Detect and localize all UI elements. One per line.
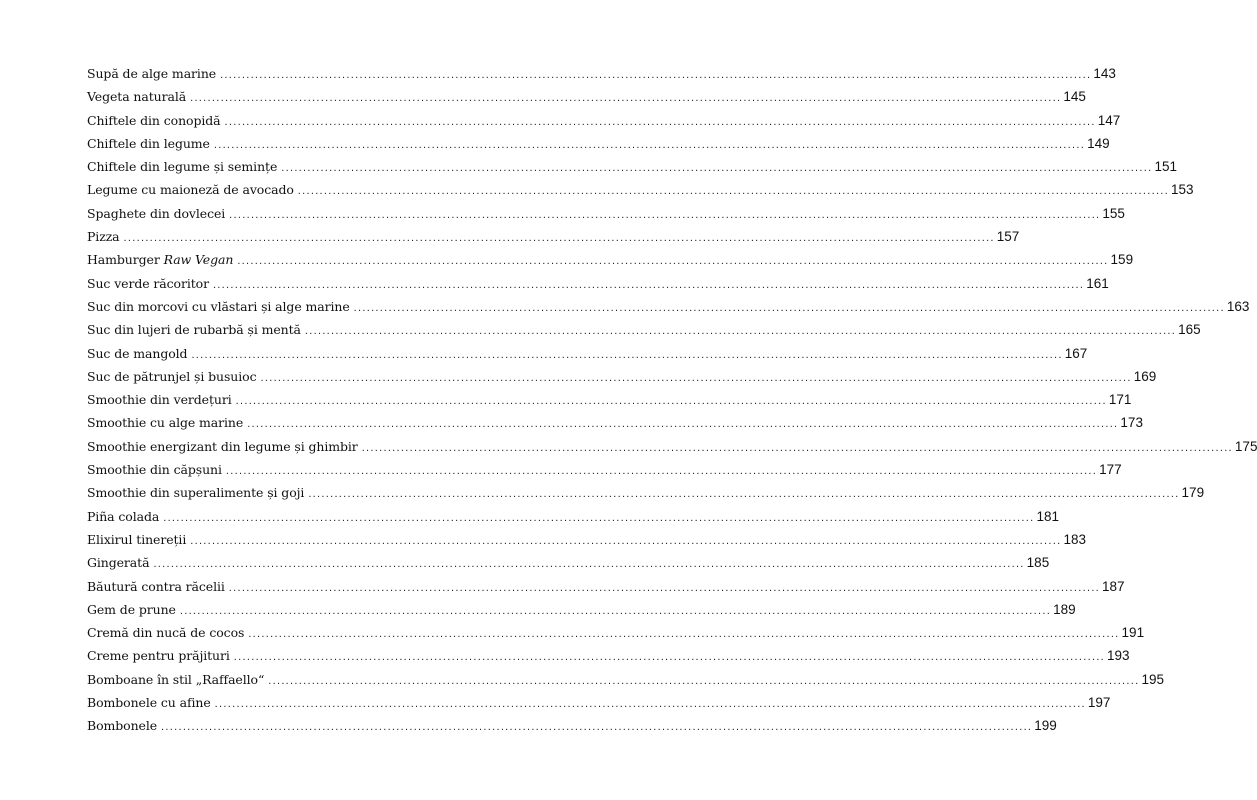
toc-entry-title [87, 252, 233, 267]
toc-entry [87, 555, 1050, 578]
toc-entry-page-number: 193 [1107, 648, 1130, 664]
toc-entry [87, 415, 1143, 438]
toc-entry-title-text: Supă de alge marine [87, 66, 217, 81]
dot-leader: ........................................................................................................................................................................................................ [212, 278, 1085, 291]
toc-entry-page-number: 157 [996, 229, 1020, 245]
toc-entry-title-text: Băutură contra răcelii [87, 578, 225, 594]
toc-entry-title [87, 462, 222, 477]
toc-entry-page-number: 199 [1034, 718, 1057, 734]
dot-leader: ........................................................................................................................................................................................................ [190, 534, 1062, 547]
dot-leader: ........................................................................................................................................................................................................ [248, 628, 1120, 641]
toc-entry-page-number: 177 [1099, 462, 1122, 478]
toc-entry-title-text: Chiftele din conopidă [87, 112, 221, 128]
toc-entry [87, 718, 1057, 741]
dot-leader: ........................................................................................................................................................................................................ [179, 604, 1052, 617]
toc-entry-page-number: 171 [1108, 392, 1132, 408]
toc-entry [87, 205, 1125, 229]
dot-leader: ........................................................................................................................................................................................................ [308, 488, 1180, 501]
dot-leader: ........................................................................................................................................................................................................ [224, 115, 1096, 128]
toc-entry-title [87, 555, 149, 570]
toc-entry-title [87, 602, 176, 617]
toc-entry-title [87, 346, 187, 361]
toc-entry-page-number: 159 [1110, 252, 1134, 268]
toc-entry-title-text: Creme pentru prăjituri [87, 648, 230, 664]
toc-entry-page-number: 145 [1063, 89, 1086, 105]
toc-entry [87, 438, 1257, 462]
toc-entry-page-number: 181 [1036, 508, 1059, 524]
toc-entry [87, 601, 1076, 625]
toc-entry-page-number: 153 [1171, 182, 1194, 198]
toc-entry-page-number: 161 [1086, 275, 1109, 291]
toc-entry-page-number: 155 [1102, 205, 1125, 221]
toc-entry-title [87, 322, 301, 337]
toc-entry-page-number: 147 [1097, 112, 1121, 128]
toc-entry [87, 66, 1116, 89]
toc-entry-page-number: 185 [1026, 555, 1050, 571]
toc-entry [87, 112, 1121, 136]
toc-entry [87, 345, 1088, 369]
toc-entry [87, 135, 1110, 159]
dot-leader: ........................................................................................................................................................................................................ [225, 465, 1098, 478]
toc-entry-title-text: Bomboane în stil „Raffaello“ [87, 671, 265, 687]
toc-entry [87, 89, 1086, 112]
toc-entry-title-text: Smoothie din căpșuni [87, 462, 222, 478]
toc-entry-page-number: 175 [1234, 438, 1257, 454]
toc-entry-title [87, 113, 221, 128]
dot-leader: ........................................................................................................................................................................................................ [237, 255, 1109, 268]
toc-entry-title [87, 89, 186, 104]
toc-entry-title-text: Legume cu maioneză de avocado [87, 182, 294, 198]
toc-entry-title [87, 672, 264, 687]
toc-entry-page-number: 179 [1181, 485, 1205, 501]
toc-entry-title [87, 206, 225, 221]
dot-leader: ........................................................................................................................................................................................................ [220, 69, 1092, 81]
toc-entry-page-number: 151 [1154, 159, 1178, 175]
toc-entry [87, 671, 1165, 695]
toc-entry-title-text: Hamburger [87, 252, 160, 268]
toc-entry-title-text: Piña colada [87, 508, 160, 524]
toc-entry [87, 648, 1130, 671]
toc-entry-page-number: 169 [1133, 368, 1157, 384]
toc-entry-title [87, 509, 159, 524]
toc-entry-title-text: Suc de pătrunjel și busuioc [87, 368, 257, 384]
dot-leader: ........................................................................................................................................................................................................ [260, 371, 1132, 384]
toc-entry-title [87, 695, 211, 710]
toc-entry-page-number: 191 [1121, 625, 1145, 641]
toc-entry-page-number: 195 [1141, 671, 1165, 687]
dot-leader: ........................................................................................................................................................................................................ [229, 208, 1101, 221]
toc-entry-title-text: Suc verde răcoritor [87, 275, 209, 291]
toc-entry-page-number: 163 [1226, 298, 1250, 314]
toc-entry-title-text: Chiftele din legume și semințe [87, 159, 278, 175]
dot-leader: ........................................................................................................................................................................................................ [163, 511, 1035, 524]
dot-leader: ........................................................................................................................................................................................................ [233, 651, 1106, 664]
toc-entry-page-number: 183 [1063, 531, 1086, 547]
toc-entry-title-text: Cremă din nucă de cocos [87, 625, 245, 641]
toc-entry-title [87, 136, 210, 151]
toc-entry-title [87, 532, 186, 547]
toc-entry-title-text: Suc de mangold [87, 345, 188, 361]
toc-entry-title [87, 718, 157, 733]
toc-entry-title [87, 392, 232, 407]
toc-entry-page-number: 167 [1064, 345, 1088, 361]
toc-entry [87, 508, 1059, 532]
toc-entry-page-number: 197 [1087, 695, 1111, 711]
toc-entry-page-number: 165 [1178, 322, 1201, 338]
dot-leader: ........................................................................................................................................................................................................ [228, 581, 1101, 594]
toc-entry [87, 368, 1157, 392]
toc-entry [87, 252, 1134, 275]
toc-entry-title [87, 439, 358, 454]
dot-leader: ........................................................................................................................................................................................................ [123, 232, 995, 245]
toc-entry-page-number: 143 [1093, 66, 1116, 81]
dot-leader: ........................................................................................................................................................................................................ [153, 558, 1025, 571]
dot-leader: ........................................................................................................................................................................................................ [297, 185, 1170, 198]
toc-entry-title [87, 648, 230, 663]
toc-entry [87, 531, 1086, 555]
dot-leader: ........................................................................................................................................................................................................ [235, 395, 1107, 408]
toc-entry-title [87, 369, 257, 384]
toc-entry-title-italic: Raw Vegan [163, 252, 234, 268]
toc-entry [87, 275, 1109, 299]
toc-entry [87, 695, 1111, 718]
toc-entry-title-text: Smoothie energizant din legume și ghimbir [87, 438, 358, 454]
toc-entry-title [87, 159, 277, 174]
toc-entry-page-number: 187 [1102, 578, 1125, 594]
toc-entry-page-number: 189 [1053, 601, 1076, 617]
toc-entry-title-text: Smoothie cu alge marine [87, 415, 244, 431]
toc-entry-title-text: Smoothie din superalimente și goji [87, 485, 305, 501]
toc-entry-title [87, 485, 304, 500]
toc-entry-title [87, 182, 294, 197]
toc-entry-title-text: Bombonele [87, 718, 158, 734]
dot-leader: ........................................................................................................................................................................................................ [281, 162, 1153, 175]
toc-entry [87, 392, 1132, 415]
toc-entry [87, 229, 1020, 252]
toc-entry-title [87, 579, 225, 594]
table-of-contents [87, 66, 1257, 742]
toc-entry-title-text: Chiftele din legume [87, 135, 210, 151]
toc-entry-title [87, 625, 244, 640]
dot-leader: ........................................................................................................................................................................................................ [304, 325, 1177, 338]
toc-entry-title-text: Spaghete din dovlecei [87, 205, 226, 221]
toc-entry-title [87, 66, 216, 81]
dot-leader: ........................................................................................................................................................................................................ [191, 348, 1063, 361]
toc-entry [87, 625, 1145, 648]
toc-entry-title [87, 229, 120, 244]
toc-entry-title-text: Vegeta naturală [87, 89, 187, 105]
dot-leader: ........................................................................................................................................................................................................ [214, 698, 1086, 711]
dot-leader: ........................................................................................................................................................................................................ [247, 418, 1119, 431]
toc-entry-title [87, 299, 350, 314]
toc-entry [87, 159, 1178, 182]
toc-entry [87, 462, 1122, 485]
toc-entry-title-text: Smoothie din verdețuri [87, 392, 232, 408]
dot-leader: ........................................................................................................................................................................................................ [353, 301, 1225, 314]
toc-entry-title-text: Bombonele cu afine [87, 695, 211, 711]
toc-entry-title [87, 415, 243, 430]
toc-entry-title [87, 276, 209, 291]
toc-entry [87, 578, 1125, 602]
dot-leader: ........................................................................................................................................................................................................ [190, 92, 1062, 105]
dot-leader: ........................................................................................................................................................................................................ [213, 138, 1086, 151]
toc-entry-title-text: Suc din lujeri de rubarbă și mentă [87, 322, 301, 338]
toc-entry-page-number: 173 [1120, 415, 1143, 431]
toc-entry [87, 182, 1194, 205]
toc-entry-title-text: Gingerată [87, 555, 150, 571]
toc-entry-title-text: Gem de prune [87, 601, 176, 617]
toc-entry [87, 298, 1250, 322]
toc-entry-title-text: Elixirul tinereții [87, 531, 187, 547]
toc-entry [87, 485, 1205, 508]
dot-leader: ........................................................................................................................................................................................................ [161, 721, 1033, 734]
toc-entry-page-number: 149 [1087, 135, 1110, 151]
dot-leader: ........................................................................................................................................................................................................ [268, 674, 1140, 687]
toc-entry-title-text: Pizza [87, 229, 120, 245]
toc-entry [87, 322, 1201, 345]
dot-leader: ........................................................................................................................................................................................................ [361, 441, 1233, 454]
toc-entry-title-text: Suc din morcovi cu vlăstari și alge marine [87, 298, 350, 314]
